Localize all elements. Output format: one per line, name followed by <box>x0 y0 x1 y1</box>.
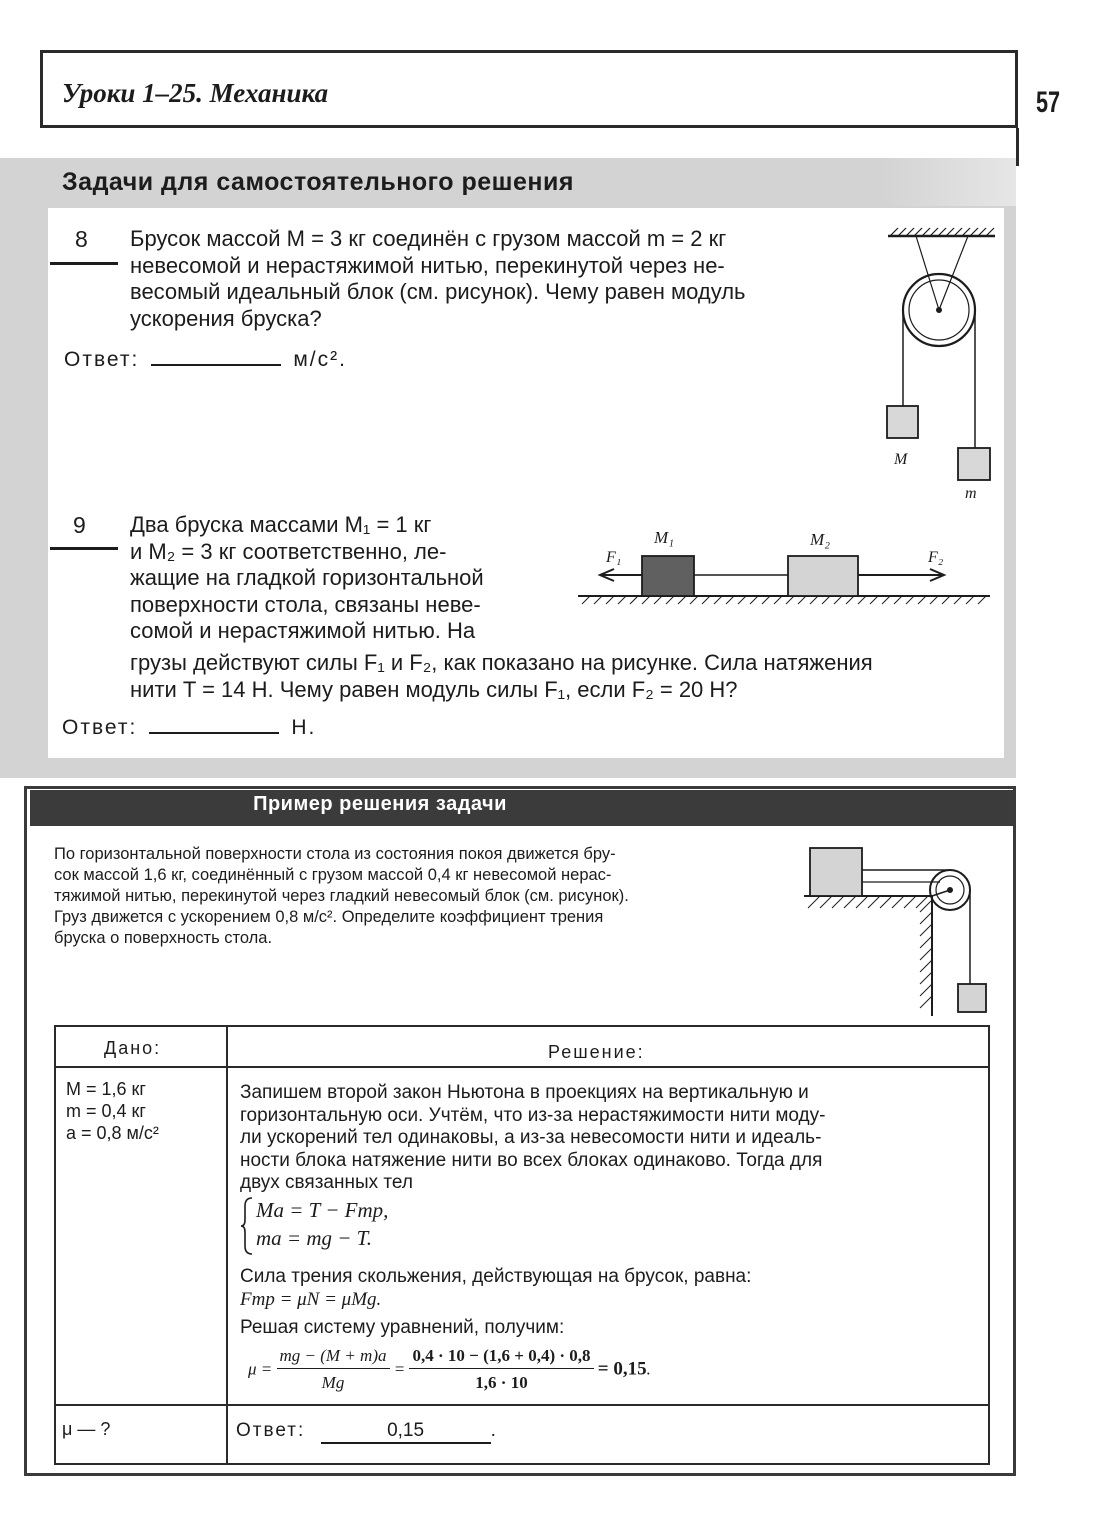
force-label-f2: F₂ <box>928 549 944 566</box>
task-9-line: сомой и нерастяжимой нитью. На <box>130 618 476 643</box>
equation-brace <box>240 1196 254 1256</box>
example-line: По горизонтальной поверхности стола из состояния покоя движется бру- <box>54 845 616 863</box>
answer-label: Ответ: <box>62 716 138 739</box>
fraction-denominator: Mg <box>321 1373 345 1392</box>
given-values <box>66 1078 159 1144</box>
solution-line: ли ускорений тел одинаковы, а из-за невесомости нити и идеаль- <box>240 1127 822 1148</box>
header-divider <box>1016 128 1019 166</box>
equation-1: Ma = T − Fтр, <box>256 1198 389 1222</box>
fraction-symbolic <box>277 1346 390 1393</box>
pulley-figure <box>880 226 1010 506</box>
force-label-f1: F₁ <box>606 549 622 566</box>
answer-blank[interactable] <box>149 712 279 734</box>
equals-sign: = <box>393 1359 406 1379</box>
answer-label: Ответ: <box>64 348 140 371</box>
solution-line: Запишем второй закон Ньютона в проекциях на вертикальную и <box>240 1082 809 1103</box>
given-header: Дано: <box>104 1038 162 1058</box>
task-8-marker <box>50 262 118 265</box>
answer-unit: м/с². <box>293 348 347 371</box>
solution-text-2 <box>240 1266 962 1340</box>
page-number: 57 <box>1036 86 1061 119</box>
task-9-line: жащие на гладкой горизонтальной <box>130 565 484 590</box>
equation-system <box>256 1196 388 1252</box>
task-8-answer <box>64 344 347 372</box>
mu-formula: μ = $\frac{mg - (M + m)a}{Mg}$ = $\frac{0,4 \cdot 10 - (1,6 + 0,4) \cdot 0,8}{1,6 \cdot 10}$ = 0,15. <box>248 1346 651 1392</box>
solution-header: Решение: <box>548 1042 645 1062</box>
task-8-text <box>130 226 865 332</box>
tasks-background-edge <box>880 158 1016 206</box>
answer-label: Ответ: <box>236 1420 306 1441</box>
solution-line: ности блока натяжение нити во всех блоках одинаково. Тогда для <box>240 1149 823 1171</box>
example-line: тяжимой нитью, перекинутой через гладкий невесомый блок (см. рисунок). <box>54 887 629 905</box>
task-8-line: невесомой и нерастяжимой нитью, перекинутой через не- <box>130 252 725 278</box>
fraction-denominator: 1,6 · 10 <box>475 1373 528 1392</box>
task-9-line: поверхности стола, связаны неве- <box>130 591 481 617</box>
solution-text <box>240 1082 962 1195</box>
task-9-line: Два бруска массами M₁ = 1 кг <box>130 512 432 537</box>
answer-unit: Н. <box>291 716 317 739</box>
task-9-line: и M₂ = 3 кг соответственно, ле- <box>130 538 447 564</box>
task-8-line: Брусок массой M = 3 кг соединён с грузом массой m = 2 кг <box>130 226 727 251</box>
task-9-number: 9 <box>73 512 86 538</box>
task-9-marker <box>50 547 118 550</box>
example-line: Груз движется с ускорением 0,8 м/с². Определите коэффициент трения <box>54 908 604 926</box>
answer-blank[interactable] <box>151 344 281 366</box>
solution-line: Сила трения скольжения, действующая на брусок, равна: <box>240 1266 752 1287</box>
given-mass-small: m = 0,4 кг <box>66 1101 146 1121</box>
pulley-label-big: M <box>894 451 908 468</box>
answer-value: 0,15 <box>321 1420 491 1444</box>
task-9-line: грузы действуют силы F₁ и F₂, как показано на рисунке. Сила натяжения <box>130 650 873 675</box>
formula-result: = 0,15 <box>597 1358 647 1380</box>
example-line: бруска о поверхность стола. <box>54 929 273 947</box>
task-8-line: весомый идеальный блок (см. рисунок). Чему равен модуль <box>130 279 746 304</box>
example-text <box>54 844 774 949</box>
example-answer: Ответ: 0,15 . <box>236 1420 498 1444</box>
task-8-number: 8 <box>75 226 88 252</box>
table-column-divider <box>226 1025 228 1465</box>
task-9-line: нити T = 14 Н. Чему равен модуль силы F₁, если F₂ = 20 Н? <box>130 676 738 702</box>
solution-line: двух связанных тел <box>240 1172 413 1193</box>
find-value: μ — ? <box>62 1419 111 1439</box>
mu-symbol: μ = <box>248 1359 273 1379</box>
task-9-text-wide <box>130 650 994 703</box>
friction-formula: Fтр = μN = μMg. <box>240 1288 382 1310</box>
tasks-heading: Задачи для самостоятельного решения <box>62 168 574 196</box>
solution-line: Решая систему уравнений, получим: <box>240 1317 565 1338</box>
given-mass-big: M = 1,6 кг <box>66 1079 146 1099</box>
section-title: Уроки 1–25. Механика <box>62 78 329 108</box>
table-pulley-figure <box>800 840 1000 1016</box>
blocks-figure <box>570 520 998 620</box>
task-9-answer <box>62 712 316 740</box>
fraction-numerator: mg − (M + m)a <box>277 1346 390 1369</box>
table-header-divider <box>54 1066 990 1068</box>
example-title: Пример решения задачи <box>253 793 507 815</box>
task-8-line: ускорения бруска? <box>130 305 322 331</box>
fraction-numeric <box>409 1346 593 1393</box>
block-label-m2: M₂ <box>810 530 831 549</box>
block-label-m1: M₁ <box>654 528 675 547</box>
fraction-numerator: 0,4 · 10 − (1,6 + 0,4) · 0,8 <box>409 1346 593 1369</box>
task-9-text-narrow <box>130 512 550 645</box>
solution-line: горизонтальную оси. Учтём, что из-за нерастяжимости нити моду- <box>240 1104 826 1126</box>
pulley-label-small: m <box>965 485 977 502</box>
equation-2: ma = mg − T. <box>256 1226 373 1250</box>
given-acceleration: a = 0,8 м/с² <box>66 1123 159 1143</box>
table-answer-divider <box>54 1404 990 1406</box>
example-line: сок массой 1,6 кг, соединённый с грузом массой 0,4 кг невесомой нерас- <box>54 866 612 884</box>
